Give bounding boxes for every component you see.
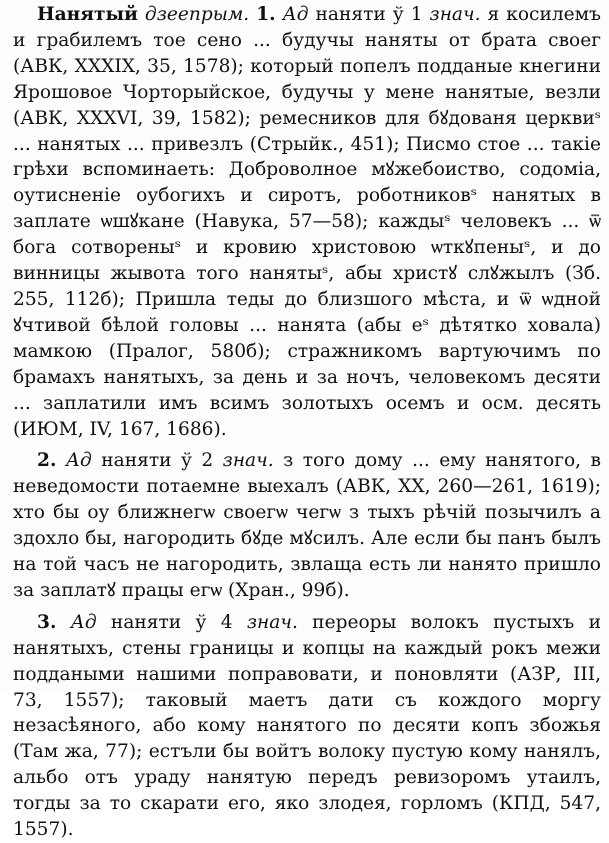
sense-ref-abbr: знач. bbox=[429, 4, 481, 25]
sense-number: 3. bbox=[37, 611, 57, 633]
sense-ref-prefix: Ад bbox=[282, 4, 309, 25]
sense-ref-abbr: знач. bbox=[222, 450, 274, 472]
sense-ref-prefix: Ад bbox=[65, 450, 92, 472]
entry-headword: Нанятый bbox=[37, 4, 138, 25]
sense-ref-text: наняти ў 1 bbox=[315, 4, 423, 25]
dictionary-entry-sense-2 bbox=[13, 448, 601, 603]
dictionary-entry-sense-1 bbox=[13, 2, 601, 442]
sense-ref-prefix: Ад bbox=[70, 611, 97, 633]
sense-number: 2. bbox=[37, 450, 57, 472]
sense-ref-text: наняти ў 2 bbox=[101, 450, 214, 472]
sense-body: я косилемъ и грабилемъ тое сено ... будучы наняты от брата своег (АВК, XXXIX, 35, 1578); который попелъ подданые кнегини Ярошовое Чорторыйское, будучы у мене нанятые, везли (АВК, XXXVI, 39, 1582); ремесников для бꙋдованя церквиˢ ... нанятых ... привезлъ (Стрыйк., 451); Писмо стое ... такіе грѣхи вспоминаеть: Доброволное мꙋжебоиство, содоміа, оутисненіе оубогихъ и сиротъ, роботниковˢ нанятых в заплате ѡшꙋкане (Навука, 57—58); каждыˢ человекъ ... ѿ бога сотвореныˢ и кровию христовою ѡткꙋпеныˢ, и до винницы жывота того нанятыˢ, абы христꙋ слꙋжылъ (Зб. 255, 112б); Пришла теды до близшого мѣста, и ѿ ѡдной ꙋчтивой бѣлой головы ... нанята (абы еˢ дѣтятко ховала) мамкою (Пралог, 580б); стражникомъ вартуючимъ по брамахъ нанятыхъ, за день и за ночъ, человекомъ десяти ... заплатили имъ всимъ золотыхъ осемъ и осм. десять (ИЮМ, IV, 167, 1686). bbox=[13, 4, 601, 440]
sense-number: 1. bbox=[256, 4, 276, 25]
dictionary-entry-sense-3 bbox=[13, 610, 601, 843]
sense-body: з того дому ... ему нанятого, в неведомости потаемне выехалъ (АВК, XX, 260—261, 1619); хто бы оу ближнегѡ своегѡ чегѡ з тыхъ рѣчій позычилъ а здохло бы, нагородить бꙋде мꙋсилъ. Але если бы панъ былъ на той часъ не нагородить, звлаща есть ли нанято пришло за заплатꙋ працы егѡ (Хран., 99б). bbox=[13, 450, 601, 601]
sense-body: переоры волокъ пустыхъ и нанятыхъ, стены границы и копцы на каждый рокъ межи поддаными нашими поправовати, и поновляти (АЗР, III, 73, 1557); таковый маетъ дати съ кождого моргу незасѣяного, або кому нанятого по десяти копъ збожья (Там жа, 77); естъли бы войтъ волоку пустую кому нанялъ, альбо отъ ураду нанятую передъ ревизоромъ утаилъ, тогды за то скарати его, яко злодея, горломъ (КПД, 547, 1557). bbox=[13, 611, 601, 841]
sense-ref-text: наняти ў 4 bbox=[110, 611, 233, 633]
part-of-speech: дзеeпрым. bbox=[144, 4, 250, 25]
sense-ref-abbr: знач. bbox=[246, 611, 298, 633]
